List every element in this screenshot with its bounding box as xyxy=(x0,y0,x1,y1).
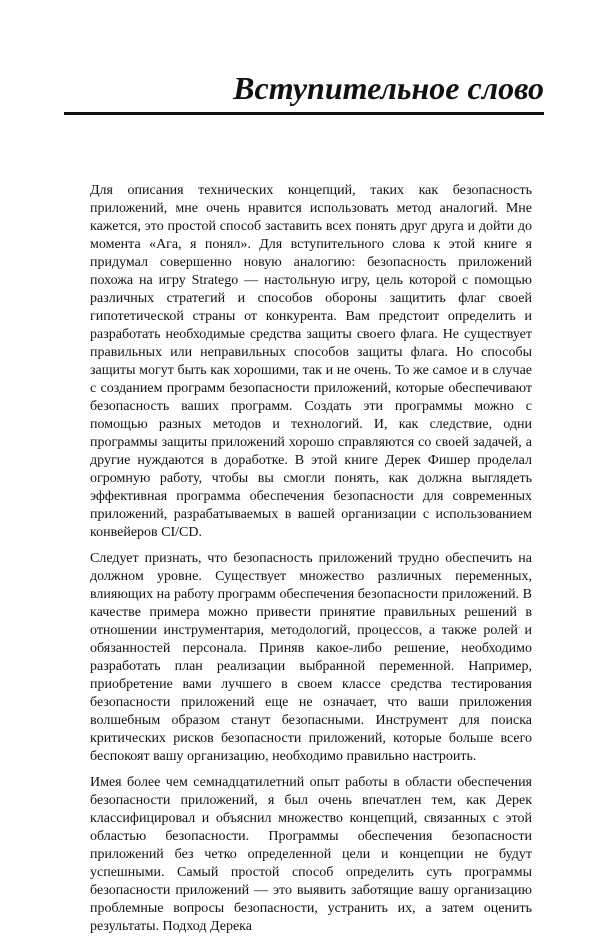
chapter-title: Вступительное слово xyxy=(233,70,544,106)
title-underline xyxy=(64,112,544,115)
paragraph-3: Имея более чем семнадцатилетний опыт работы в области обеспечения безопасности приложений, я был очень впечатлен тем, как Дерек классифицировал и объяснил множество концепций, связанных с этой областью безопасности. Программы обеспечения безопасности приложений без четко определенной цели и концепции не будут успешными. Самый простой способ определить суть программы безопасности приложений — это выявить заботящие вашу организацию проблемные вопросы безопасности, устранить их, а затем оценить результаты. Подход Дерека xyxy=(90,775,532,934)
chapter-header xyxy=(64,70,544,115)
paragraph-2: Следует признать, что безопасность приложений трудно обеспечить на должном уровне. Существует множество различных переменных, влияющих на работу программ обеспечения безопасности приложений. В качестве примера можно привести принятие правильных решений в отношении инструментария, методологий, процессов, а также ролей и обязанностей персонала. Приняв какое-либо решение, необходимо разработать план реализации выбранной переменной. Например, приобретение вами лучшего в своем классе средства тестирования безопасности приложений еще не означает, что ваши приложения волшебным образом станут безопасными. Инструмент для поиска критических рисков безопасности приложений, которые больше всего беспокоят вашу организацию, необходимо правильно настроить. xyxy=(90,551,532,764)
chapter-body xyxy=(90,182,532,944)
paragraph-1: Для описания технических концепций, таких как безопасность приложений, мне очень нравится использовать метод аналогий. Мне кажется, это простой способ заставить всех понять друг друга и дойти до момента «Ага, я понял». Для вступительного слова к этой книге я придумал совершенно новую аналогию: безопасность приложений похожа на игру Stratego — настольную игру, цель которой с помощью различных стратегий и способов обороны защитить флаг своей гипотетической страны от конкурента. Вам предстоит определить и разработать необходимые средства защиты своего флага. Не существует правильных или неправильных способов защиты флага. Но способы защиты могут быть как хорошими, так и не очень. То же самое и в случае с созданием программ безопасности приложений, которые обеспечивают безопасность ваших программ. Создать эти программы можно с помощью разных методов и технологий. И, как следствие, одни программы защиты приложений хорошо справляются со своей задачей, а другие нуждаются в доработке. В этой книге Дерек Фишер проделал огромную работу, чтобы вы смогли понять, как должна выглядеть эффективная программа обеспечения безопасности для современных приложений, разрабатываемых в вашей организации с использованием конвейеров CI/CD. xyxy=(90,183,532,540)
